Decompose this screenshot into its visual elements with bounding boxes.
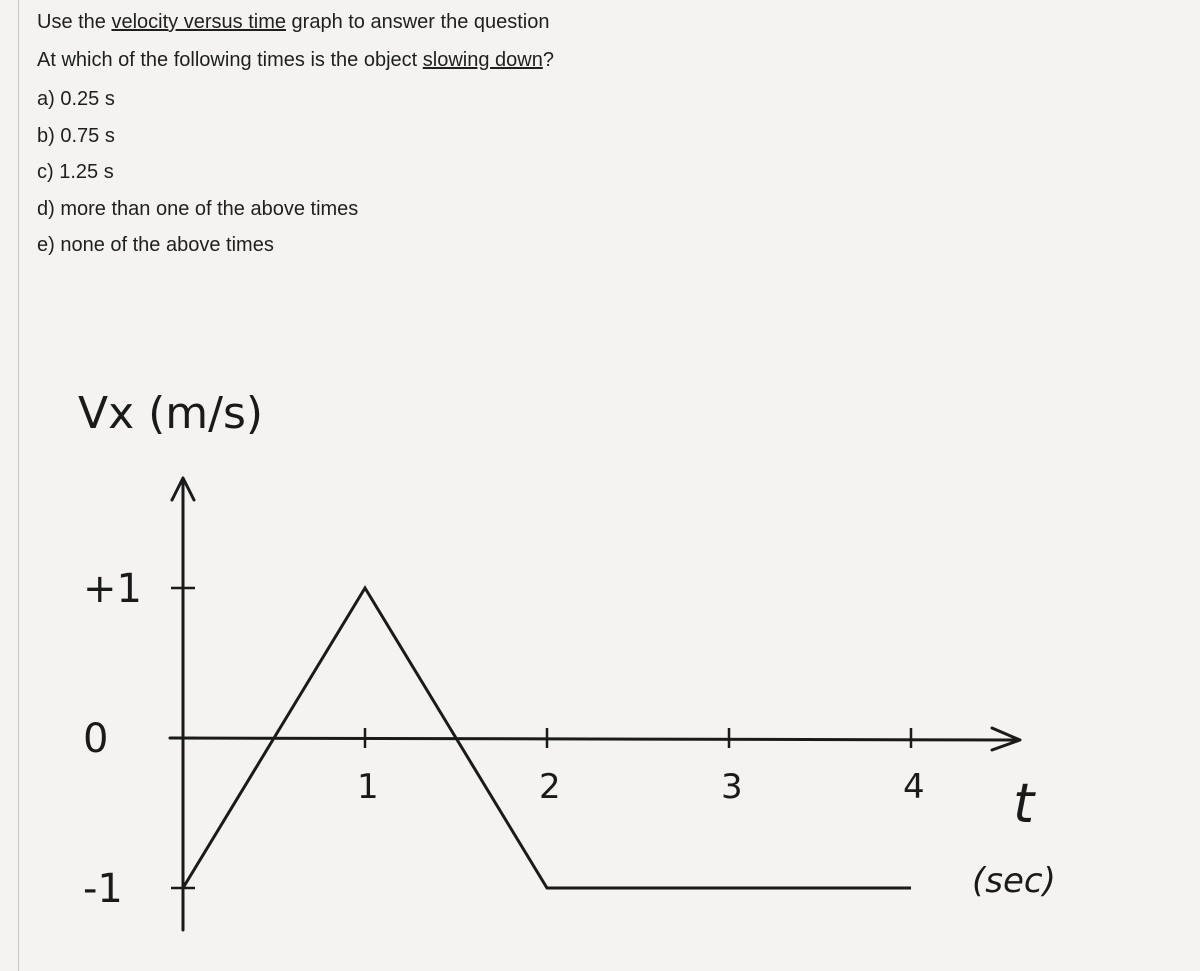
axes: [170, 478, 1020, 930]
prompt-prefix: At which of the following times is the object: [37, 49, 423, 71]
x-axis-unit: (sec): [972, 861, 1056, 901]
y-axis-label: Vx (m/s): [78, 388, 264, 439]
instruction-suffix: graph to answer the question: [285, 11, 550, 33]
instruction-prefix: Use the: [37, 11, 112, 33]
x-tick-label: 1: [357, 767, 379, 807]
x-tick-label: 2: [539, 767, 561, 807]
x-axis-symbol: t: [1013, 772, 1035, 835]
x-axis-title: [972, 772, 1056, 901]
option-e: e) none of the above times: [37, 234, 274, 256]
x-axis: [170, 738, 1018, 740]
prompt-link: slowing down: [422, 49, 543, 71]
option-b: b) 0.75 s: [37, 125, 115, 147]
option-d: d) more than one of the above times: [37, 198, 359, 220]
y-tick-label: -1: [83, 866, 123, 912]
prompt-suffix: ?: [542, 49, 554, 71]
option-c: c) 1.25 s: [37, 161, 114, 183]
option-a: a) 0.25 s: [37, 88, 115, 110]
y-tick-label: 0: [83, 716, 109, 762]
x-tick-label: 4: [903, 767, 925, 807]
y-tick-label: +1: [83, 566, 142, 612]
instruction-link: velocity versus time: [111, 11, 286, 33]
x-tick-label: 3: [721, 767, 743, 807]
